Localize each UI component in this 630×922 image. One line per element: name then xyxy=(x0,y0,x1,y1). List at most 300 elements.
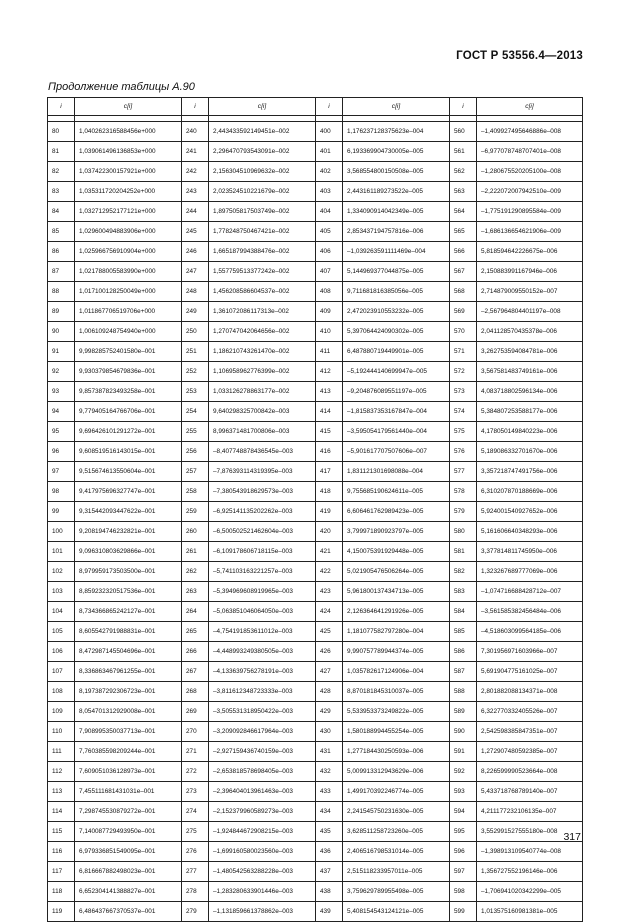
index-cell: 418 xyxy=(316,482,343,502)
coefficient-cell: 8,870181845310037e–005 xyxy=(343,682,450,702)
index-cell: 248 xyxy=(182,282,209,302)
index-cell: 246 xyxy=(182,242,209,262)
table-body xyxy=(48,116,583,922)
coefficient-cell: 5,691904775161025e–007 xyxy=(477,662,583,682)
coefficients-table xyxy=(47,97,583,922)
coefficient-cell: 3,628511258723260e–005 xyxy=(343,822,450,842)
table-row xyxy=(48,602,583,622)
coefficient-cell: 1,032712952177121e+000 xyxy=(75,202,182,222)
index-cell: 116 xyxy=(48,842,75,862)
coefficient-cell: 9,755685190624611e–005 xyxy=(343,482,450,502)
coefficient-cell: –4,133639756278191e–003 xyxy=(209,662,316,682)
coefficient-cell: 5,161606640348293e–006 xyxy=(477,522,583,542)
coefficient-cell: –7,876393114319395e–003 xyxy=(209,462,316,482)
coefficient-cell: 9,990757789944374e–005 xyxy=(343,642,450,662)
index-cell: 110 xyxy=(48,722,75,742)
index-cell: 427 xyxy=(316,662,343,682)
table-row xyxy=(48,442,583,462)
table-row xyxy=(48,902,583,922)
index-cell: 564 xyxy=(450,202,477,222)
coefficient-cell: 1,270747042064656e–002 xyxy=(209,322,316,342)
coefficient-cell: –6,109178606718115e–003 xyxy=(209,542,316,562)
index-cell: 115 xyxy=(48,822,75,842)
coefficient-cell: –1,775191290895584e–009 xyxy=(477,202,583,222)
index-cell: 566 xyxy=(450,242,477,262)
index-cell: 271 xyxy=(182,742,209,762)
index-cell: 278 xyxy=(182,882,209,902)
index-cell: 245 xyxy=(182,222,209,242)
index-cell: 252 xyxy=(182,362,209,382)
index-cell: 240 xyxy=(182,122,209,142)
coefficient-cell: 7,140087729493950e–001 xyxy=(75,822,182,842)
index-cell: 414 xyxy=(316,402,343,422)
index-cell: 82 xyxy=(48,162,75,182)
coefficient-cell: 3,568554800150508e–005 xyxy=(343,162,450,182)
index-cell: 438 xyxy=(316,882,343,902)
coefficient-cell: –2,396404013961463e–003 xyxy=(209,782,316,802)
index-cell: 406 xyxy=(316,242,343,262)
index-cell: 580 xyxy=(450,522,477,542)
coefficient-cell: 8,472987145504696e–001 xyxy=(75,642,182,662)
coefficient-cell: 1,029600494883906e+000 xyxy=(75,222,182,242)
index-cell: 439 xyxy=(316,902,343,922)
table-row xyxy=(48,282,583,302)
index-cell: 590 xyxy=(450,722,477,742)
index-cell: 84 xyxy=(48,202,75,222)
coefficient-cell: 1,181077582797280e–004 xyxy=(343,622,450,642)
index-cell: 267 xyxy=(182,662,209,682)
coefficient-cell: 5,533953373249822e–005 xyxy=(343,702,450,722)
index-cell: 598 xyxy=(450,882,477,902)
coefficient-cell: 1,356727552196146e–006 xyxy=(477,862,583,882)
coefficient-cell: 1,665187994388476e–002 xyxy=(209,242,316,262)
table-row xyxy=(48,302,583,322)
index-cell: 430 xyxy=(316,722,343,742)
coefficient-cell: –7,380543918629573e–003 xyxy=(209,482,316,502)
index-cell: 83 xyxy=(48,182,75,202)
coefficient-cell: 7,760385598209244e–001 xyxy=(75,742,182,762)
index-cell: 259 xyxy=(182,502,209,522)
index-cell: 112 xyxy=(48,762,75,782)
coefficient-cell: 1,106958962776399e–002 xyxy=(209,362,316,382)
coefficient-cell: 8,859232320517536e–001 xyxy=(75,582,182,602)
index-cell: 265 xyxy=(182,622,209,642)
coefficient-cell: 1,013575160981381e–005 xyxy=(477,902,583,922)
table-row xyxy=(48,522,583,542)
index-cell: 81 xyxy=(48,142,75,162)
coefficient-cell: 7,455111681431031e–001 xyxy=(75,782,182,802)
index-cell: 266 xyxy=(182,642,209,662)
table-row xyxy=(48,462,583,482)
coefficient-cell: 2,041128570435378e–006 xyxy=(477,322,583,342)
index-cell: 244 xyxy=(182,202,209,222)
coefficient-cell: –1,815837353167847e–004 xyxy=(343,402,450,422)
column-header-index: i xyxy=(450,98,477,116)
table-row xyxy=(48,222,583,242)
table-row xyxy=(48,482,583,502)
coefficient-cell: 7,301956971603966e–007 xyxy=(477,642,583,662)
coefficient-cell: 1,897505817503749e–002 xyxy=(209,202,316,222)
index-cell: 113 xyxy=(48,782,75,802)
coefficient-cell: 1,040262316588456e+000 xyxy=(75,122,182,142)
coefficient-cell: 8,226599990523664e–008 xyxy=(477,762,583,782)
index-cell: 109 xyxy=(48,702,75,722)
table-row xyxy=(48,182,583,202)
table-row xyxy=(48,322,583,342)
coefficient-cell: 8,996371481700806e–003 xyxy=(209,422,316,442)
index-cell: 117 xyxy=(48,862,75,882)
table-row xyxy=(48,362,583,382)
coefficient-cell: 3,357218747491756e–006 xyxy=(477,462,583,482)
index-cell: 260 xyxy=(182,522,209,542)
table-row xyxy=(48,682,583,702)
index-cell: 87 xyxy=(48,262,75,282)
index-cell: 432 xyxy=(316,762,343,782)
index-cell: 119 xyxy=(48,902,75,922)
coefficient-cell: –3,811612348723333e–003 xyxy=(209,682,316,702)
coefficient-cell: 2,150883991167946e–006 xyxy=(477,262,583,282)
index-cell: 577 xyxy=(450,462,477,482)
coefficient-cell: 1,277184430250593e–006 xyxy=(343,742,450,762)
coefficient-cell: 6,816667882498023e–001 xyxy=(75,862,182,882)
coefficient-cell: –4,754191853611012e–003 xyxy=(209,622,316,642)
index-cell: 578 xyxy=(450,482,477,502)
index-cell: 433 xyxy=(316,782,343,802)
index-cell: 100 xyxy=(48,522,75,542)
index-cell: 242 xyxy=(182,162,209,182)
coefficient-cell: 7,298745530879272e–001 xyxy=(75,802,182,822)
index-cell: 561 xyxy=(450,142,477,162)
table-row xyxy=(48,542,583,562)
coefficient-cell: 2,126364641291926e–005 xyxy=(343,602,450,622)
index-cell: 426 xyxy=(316,642,343,662)
index-cell: 257 xyxy=(182,462,209,482)
index-cell: 243 xyxy=(182,182,209,202)
index-cell: 277 xyxy=(182,862,209,882)
coefficient-cell: 5,408154543124121e–005 xyxy=(343,902,450,922)
table-row xyxy=(48,742,583,762)
column-header-index: i xyxy=(48,98,75,116)
index-cell: 96 xyxy=(48,442,75,462)
index-cell: 97 xyxy=(48,462,75,482)
index-cell: 106 xyxy=(48,642,75,662)
index-cell: 263 xyxy=(182,582,209,602)
coefficient-cell: 8,197387292306723e–001 xyxy=(75,682,182,702)
index-cell: 272 xyxy=(182,762,209,782)
index-cell: 591 xyxy=(450,742,477,762)
index-cell: 98 xyxy=(48,482,75,502)
coefficient-cell: 6,322770332405526e–007 xyxy=(477,702,583,722)
coefficient-cell: 1,361072086117313e–002 xyxy=(209,302,316,322)
index-cell: 571 xyxy=(450,342,477,362)
coefficient-cell: 6,652304141388827e–001 xyxy=(75,882,182,902)
coefficient-cell: –3,595054179561440e–004 xyxy=(343,422,450,442)
coefficient-cell: 3,759629789955498e–005 xyxy=(343,882,450,902)
index-cell: 94 xyxy=(48,402,75,422)
index-cell: 576 xyxy=(450,442,477,462)
index-cell: 420 xyxy=(316,522,343,542)
table-row xyxy=(48,862,583,882)
coefficient-cell: –2,653818578698405e–003 xyxy=(209,762,316,782)
coefficient-cell: –1,924844672908215e–003 xyxy=(209,822,316,842)
index-cell: 104 xyxy=(48,602,75,622)
index-cell: 412 xyxy=(316,362,343,382)
table-row xyxy=(48,842,583,862)
coefficient-cell: 6,979336851549095e–001 xyxy=(75,842,182,862)
coefficient-cell: 7,908995350037713e–001 xyxy=(75,722,182,742)
coefficient-cell: 5,384807253588177e–006 xyxy=(477,402,583,422)
coefficient-cell: –5,394969608919965e–003 xyxy=(209,582,316,602)
index-cell: 275 xyxy=(182,822,209,842)
index-cell: 565 xyxy=(450,222,477,242)
index-cell: 276 xyxy=(182,842,209,862)
coefficient-cell: 3,552991527555180e–008 xyxy=(477,822,583,842)
index-cell: 562 xyxy=(450,162,477,182)
column-header-coefficient: c[i] xyxy=(343,98,450,116)
table-row xyxy=(48,722,583,742)
coefficient-cell: 1,580188994455254e–005 xyxy=(343,722,450,742)
coefficient-cell: –2,927159436740159e–003 xyxy=(209,742,316,762)
coefficient-cell: 2,472023910553232e–005 xyxy=(343,302,450,322)
index-cell: 573 xyxy=(450,382,477,402)
index-cell: 403 xyxy=(316,182,343,202)
column-header-coefficient: c[i] xyxy=(75,98,182,116)
coefficient-cell: 2,241545750231630e–005 xyxy=(343,802,450,822)
coefficient-cell: 9,417975696327747e–001 xyxy=(75,482,182,502)
coefficient-cell: –1,039263591111469e–004 xyxy=(343,242,450,262)
coefficient-cell: –4,448993249380505e–003 xyxy=(209,642,316,662)
index-cell: 93 xyxy=(48,382,75,402)
index-cell: 572 xyxy=(450,362,477,382)
table-row xyxy=(48,122,583,142)
column-header-coefficient: c[i] xyxy=(477,98,583,116)
index-cell: 99 xyxy=(48,502,75,522)
index-cell: 586 xyxy=(450,642,477,662)
table-caption: Продолжение таблицы А.90 xyxy=(48,81,195,93)
coefficient-cell: 6,193369904730005e–005 xyxy=(343,142,450,162)
coefficient-cell: 2,023524510221679e–002 xyxy=(209,182,316,202)
table-row xyxy=(48,142,583,162)
coefficient-cell: –6,500502521462604e–003 xyxy=(209,522,316,542)
table-row xyxy=(48,782,583,802)
coefficient-cell: 9,998285752401580e–001 xyxy=(75,342,182,362)
table-row xyxy=(48,702,583,722)
index-cell: 421 xyxy=(316,542,343,562)
coefficient-cell: 1,456208586604537e–002 xyxy=(209,282,316,302)
table-row xyxy=(48,662,583,682)
coefficient-cell: 9,208194746232821e–001 xyxy=(75,522,182,542)
coefficient-cell: –2,567964804401197e–008 xyxy=(477,302,583,322)
index-cell: 417 xyxy=(316,462,343,482)
index-cell: 423 xyxy=(316,582,343,602)
coefficient-cell: –5,901617707507606e–007 xyxy=(343,442,450,462)
coefficient-cell: 8,605542791988831e–001 xyxy=(75,622,182,642)
index-cell: 102 xyxy=(48,562,75,582)
coefficient-cell: 1,272907480592385e–007 xyxy=(477,742,583,762)
coefficient-cell: 1,035782617124906e–004 xyxy=(343,662,450,682)
coefficient-cell: 1,035311720204252e+000 xyxy=(75,182,182,202)
coefficient-cell: 1,831121301698088e–004 xyxy=(343,462,450,482)
coefficient-cell: 5,924001540927652e–006 xyxy=(477,502,583,522)
index-cell: 251 xyxy=(182,342,209,362)
coefficient-cell: 2,542598385847351e–007 xyxy=(477,722,583,742)
index-cell: 241 xyxy=(182,142,209,162)
coefficient-cell: 7,609051036128973e–001 xyxy=(75,762,182,782)
index-cell: 424 xyxy=(316,602,343,622)
table-row xyxy=(48,642,583,662)
index-cell: 579 xyxy=(450,502,477,522)
coefficient-cell: 2,853437194757816e–006 xyxy=(343,222,450,242)
index-cell: 437 xyxy=(316,862,343,882)
coefficient-cell: 5,144969377044875e–005 xyxy=(343,262,450,282)
index-cell: 425 xyxy=(316,622,343,642)
coefficient-cell: –1,131859661378862e–003 xyxy=(209,902,316,922)
column-header-index: i xyxy=(316,98,343,116)
index-cell: 254 xyxy=(182,402,209,422)
table-row xyxy=(48,802,583,822)
page-number: 317 xyxy=(563,831,581,843)
coefficient-cell: –1,283280633901446e–003 xyxy=(209,882,316,902)
coefficient-cell: –9,204876089551197e–005 xyxy=(343,382,450,402)
index-cell: 402 xyxy=(316,162,343,182)
index-cell: 597 xyxy=(450,862,477,882)
index-cell: 111 xyxy=(48,742,75,762)
index-cell: 428 xyxy=(316,682,343,702)
coefficient-cell: –1,699160580023560e–003 xyxy=(209,842,316,862)
index-cell: 270 xyxy=(182,722,209,742)
coefficient-cell: –8,407748878436545e–003 xyxy=(209,442,316,462)
index-cell: 279 xyxy=(182,902,209,922)
coefficient-cell: 9,315442093447622e–001 xyxy=(75,502,182,522)
index-cell: 247 xyxy=(182,262,209,282)
coefficient-cell: –1,398913109540774e–008 xyxy=(477,842,583,862)
coefficient-cell: 1,011867706519706e+000 xyxy=(75,302,182,322)
index-cell: 249 xyxy=(182,302,209,322)
index-cell: 101 xyxy=(48,542,75,562)
coefficient-cell: 3,262753594084781e–006 xyxy=(477,342,583,362)
coefficient-cell: 9,696426101291272e–001 xyxy=(75,422,182,442)
index-cell: 404 xyxy=(316,202,343,222)
index-cell: 429 xyxy=(316,702,343,722)
index-cell: 435 xyxy=(316,822,343,842)
coefficient-cell: 9,515674613550604e–001 xyxy=(75,462,182,482)
index-cell: 595 xyxy=(450,822,477,842)
index-cell: 411 xyxy=(316,342,343,362)
coefficient-cell: 4,150075391929448e–005 xyxy=(343,542,450,562)
index-cell: 262 xyxy=(182,562,209,582)
coefficient-cell: 9,640298325700842e–003 xyxy=(209,402,316,422)
coefficient-cell: 9,711681816385056e–005 xyxy=(343,282,450,302)
coefficient-cell: 5,433718768789140e–007 xyxy=(477,782,583,802)
index-cell: 258 xyxy=(182,482,209,502)
coefficient-cell: 5,009913312943629e–006 xyxy=(343,762,450,782)
coefficient-cell: 4,211177232106135e–007 xyxy=(477,802,583,822)
index-cell: 408 xyxy=(316,282,343,302)
index-cell: 86 xyxy=(48,242,75,262)
table-row xyxy=(48,242,583,262)
index-cell: 264 xyxy=(182,602,209,622)
coefficient-cell: 5,961800137434713e–005 xyxy=(343,582,450,602)
coefficient-cell: 1,025966756910904e+000 xyxy=(75,242,182,262)
index-cell: 273 xyxy=(182,782,209,802)
coefficient-cell: 1,033126278863177e–002 xyxy=(209,382,316,402)
table-row xyxy=(48,562,583,582)
coefficient-cell: –6,925141135202262e–003 xyxy=(209,502,316,522)
table-row xyxy=(48,882,583,902)
coefficient-cell: 4,083718802596134e–006 xyxy=(477,382,583,402)
index-cell: 593 xyxy=(450,782,477,802)
coefficient-cell: –6,977078748707401e–008 xyxy=(477,142,583,162)
index-cell: 107 xyxy=(48,662,75,682)
coefficient-cell: 1,778248750467421e–002 xyxy=(209,222,316,242)
coefficient-cell: 5,189086332701670e–006 xyxy=(477,442,583,462)
index-cell: 253 xyxy=(182,382,209,402)
index-cell: 410 xyxy=(316,322,343,342)
table-row xyxy=(48,202,583,222)
index-cell: 583 xyxy=(450,582,477,602)
coefficient-cell: –4,518603099564185e–006 xyxy=(477,622,583,642)
coefficient-cell: 2,443161189273522e–005 xyxy=(343,182,450,202)
coefficient-cell: 5,818594642226675e–006 xyxy=(477,242,583,262)
coefficient-cell: 9,857387823493258e–001 xyxy=(75,382,182,402)
coefficient-cell: 9,096310803629866e–001 xyxy=(75,542,182,562)
coefficient-cell: 2,296470793543091e–002 xyxy=(209,142,316,162)
index-cell: 89 xyxy=(48,302,75,322)
table-row xyxy=(48,762,583,782)
table-row xyxy=(48,162,583,182)
table-row xyxy=(48,822,583,842)
index-cell: 401 xyxy=(316,142,343,162)
coefficient-cell: –3,209092846617964e–003 xyxy=(209,722,316,742)
coefficient-cell: 3,567581483749161e–006 xyxy=(477,362,583,382)
coefficient-cell: 6,487880719449901e–005 xyxy=(343,342,450,362)
coefficient-cell: 2,156304510969632e–002 xyxy=(209,162,316,182)
index-cell: 582 xyxy=(450,562,477,582)
coefficient-cell: 6,606461762989423e–005 xyxy=(343,502,450,522)
coefficient-cell: –2,222072007942510e–009 xyxy=(477,182,583,202)
index-cell: 431 xyxy=(316,742,343,762)
coefficient-cell: 9,779405164766706e–001 xyxy=(75,402,182,422)
index-cell: 91 xyxy=(48,342,75,362)
coefficient-cell: 9,930379854679836e–001 xyxy=(75,362,182,382)
table-row xyxy=(48,422,583,442)
column-header-coefficient: c[i] xyxy=(209,98,316,116)
coefficient-cell: –1,480542563288228e–003 xyxy=(209,862,316,882)
index-cell: 560 xyxy=(450,122,477,142)
table-row xyxy=(48,502,583,522)
coefficient-cell: 1,006109248754940e+000 xyxy=(75,322,182,342)
index-cell: 80 xyxy=(48,122,75,142)
index-cell: 581 xyxy=(450,542,477,562)
index-cell: 114 xyxy=(48,802,75,822)
index-cell: 103 xyxy=(48,582,75,602)
coefficient-cell: –3,505531318950422e–003 xyxy=(209,702,316,722)
index-cell: 599 xyxy=(450,902,477,922)
table-row xyxy=(48,382,583,402)
index-cell: 596 xyxy=(450,842,477,862)
index-cell: 407 xyxy=(316,262,343,282)
coefficient-cell: 5,021905476506264e–005 xyxy=(343,562,450,582)
index-cell: 575 xyxy=(450,422,477,442)
coefficient-cell: –1,280675520205100e–008 xyxy=(477,162,583,182)
index-cell: 589 xyxy=(450,702,477,722)
index-cell: 587 xyxy=(450,662,477,682)
coefficient-cell: –5,063851046064050e–003 xyxy=(209,602,316,622)
index-cell: 594 xyxy=(450,802,477,822)
coefficient-cell: 2,801882088134371e–008 xyxy=(477,682,583,702)
coefficient-cell: –1,074716688428712e–007 xyxy=(477,582,583,602)
coefficient-cell: 3,377814811745950e–006 xyxy=(477,542,583,562)
